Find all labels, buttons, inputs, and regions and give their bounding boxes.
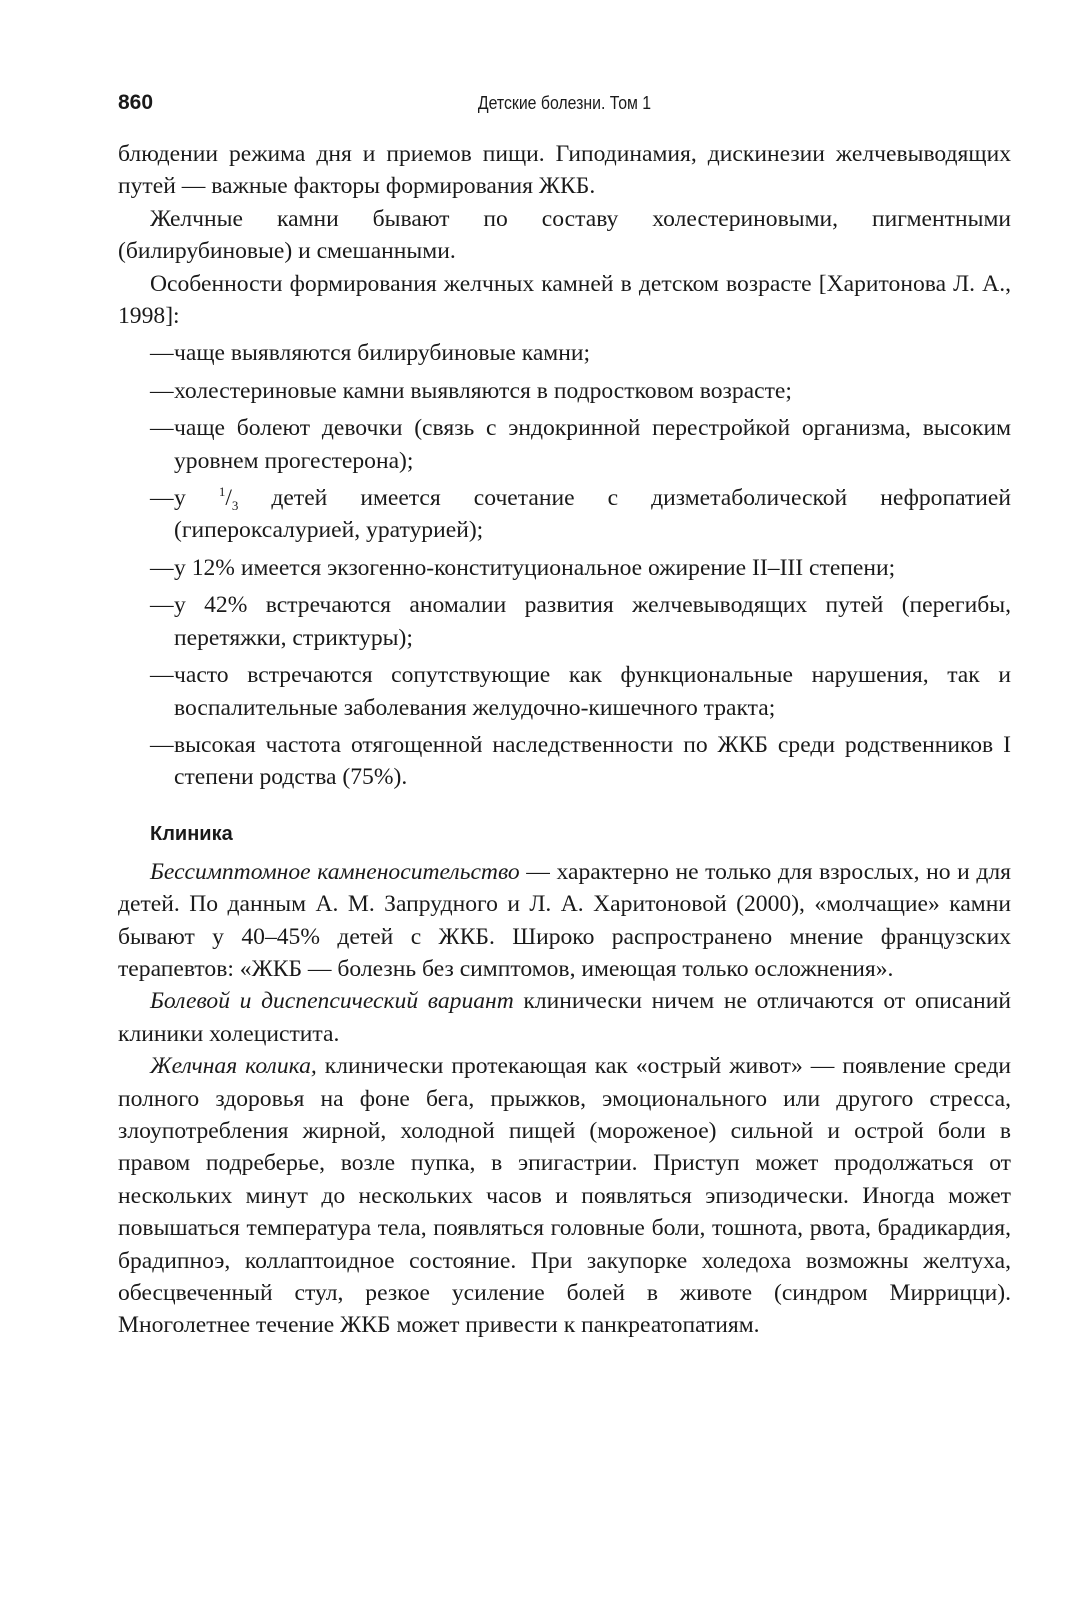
pain-dyspeptic-paragraph	[118, 985, 1011, 1050]
list-item-text: часто встречаются сопутствующие как функциональные нарушения, так и воспалительные заболевания желудочно-кишечного тракта;	[174, 662, 1011, 721]
list-item-prefix: у	[174, 485, 186, 512]
list-dash: —	[150, 415, 174, 442]
running-title: Детские болезни. Том 1	[477, 93, 652, 113]
list-item-suffix: детей имеется сочетание с дизметаболической нефропатией (гипероксалурией, уратурией);	[174, 485, 1011, 544]
list-item-text: высокая частота отягощенной наследственности по ЖКБ среди родственников I степени родства (75%).	[174, 731, 1011, 791]
list-item	[118, 412, 1011, 477]
fraction-denominator: 3	[231, 498, 239, 514]
list-item	[118, 337, 1011, 369]
list-dash: —	[150, 554, 174, 581]
list-dash: —	[150, 377, 174, 404]
paragraph-text: — характерно не только для взрослых, но и для детей. По данным А. М. Запрудного и Л. А. Харитоновой (2000), «молчащие» камни бывают у 40–45% детей с ЖКБ. Широко распространено мнение французских терапевтов: «ЖКБ — болезнь без симптомов, имеющая только осложнения».	[118, 858, 1011, 982]
page-number: 860	[118, 91, 154, 114]
list-item-text: у 12% имеется экзогенно-конституциональное ожирение II–III степени;	[174, 554, 896, 581]
list-dash: —	[150, 731, 174, 758]
section-heading-clinic: Клиника	[150, 822, 233, 845]
features-intro-paragraph: Особенности формирования желчных камней в детском возрасте [Харитонова Л. А., 1998]:	[118, 270, 1011, 330]
list-item	[118, 482, 1011, 547]
asymptomatic-paragraph	[118, 856, 1011, 986]
list-dash: —	[150, 662, 174, 689]
features-list	[118, 337, 1011, 793]
fraction-slash: /	[225, 485, 232, 512]
fraction-numerator: 1	[218, 484, 226, 500]
list-item-text: чаще выявляются билирубиновые камни;	[174, 340, 591, 367]
list-dash: —	[150, 592, 174, 619]
book-page	[118, 0, 1011, 1601]
list-item	[118, 729, 1011, 794]
paragraph-text: клинически ничем не отличаются от описаний клиники холецистита.	[118, 988, 1011, 1047]
list-item	[118, 589, 1011, 654]
intro-paragraph-continuation: блюдении режима дня и приемов пищи. Гиподинамия, дискинезии желчевыводящих путей — важные факторы формирования ЖКБ.	[118, 141, 1011, 200]
list-item	[118, 659, 1011, 724]
list-item-text	[174, 485, 1011, 543]
term-biliary-colic: Желчная колика,	[150, 1053, 317, 1080]
biliary-colic-paragraph	[118, 1050, 1011, 1342]
list-dash: —	[150, 485, 174, 512]
paragraph-text: клинически протекающая как «острый живот» — появление среди полного здоровья на фоне бега, прыжков, эмоционального или другого стресса, злоупотребления жирной, холодной пищей (мороженое) сильной и острой боли в правом подреберье, возле пупка, в эпигастрии. Приступ может продолжаться от нескольких минут до нескольких часов и появляться эпизодически. Иногда может повышаться температура тела, появляться головные боли, тошнота, рвота, брадикардия, брадипноэ, коллаптоидное состояние. При закупорке холедоха возможны желтуха, обесцвеченный стул, резкое усиление болей в животе (синдром Миррицци). Многолетнее течение ЖКБ может привести к панкреатопатиям.	[118, 1053, 1011, 1339]
list-item	[118, 375, 1011, 407]
list-dash: —	[150, 340, 174, 367]
term-pain-dyspeptic: Болевой и диспепсический вариант	[150, 988, 514, 1015]
list-item-text: у 42% встречаются аномалии развития желчевыводящих путей (перегибы, перетяжки, стриктуры);	[174, 592, 1011, 651]
stone-composition-paragraph: Желчные камни бывают по составу холестериновыми, пигментными (билирубиновые) и смешанными.	[118, 205, 1011, 265]
page-header	[118, 90, 1011, 120]
list-item-text: холестериновые камни выявляются в подростковом возрасте;	[174, 377, 792, 404]
body-text	[118, 138, 1011, 1342]
list-item-text: чаще болеют девочки (связь с эндокринной перестройкой организма, высоким уровнем прогестерона);	[174, 415, 1011, 474]
term-asymptomatic: Бессимптомное камненосительство	[150, 858, 520, 885]
list-item	[118, 552, 1011, 584]
